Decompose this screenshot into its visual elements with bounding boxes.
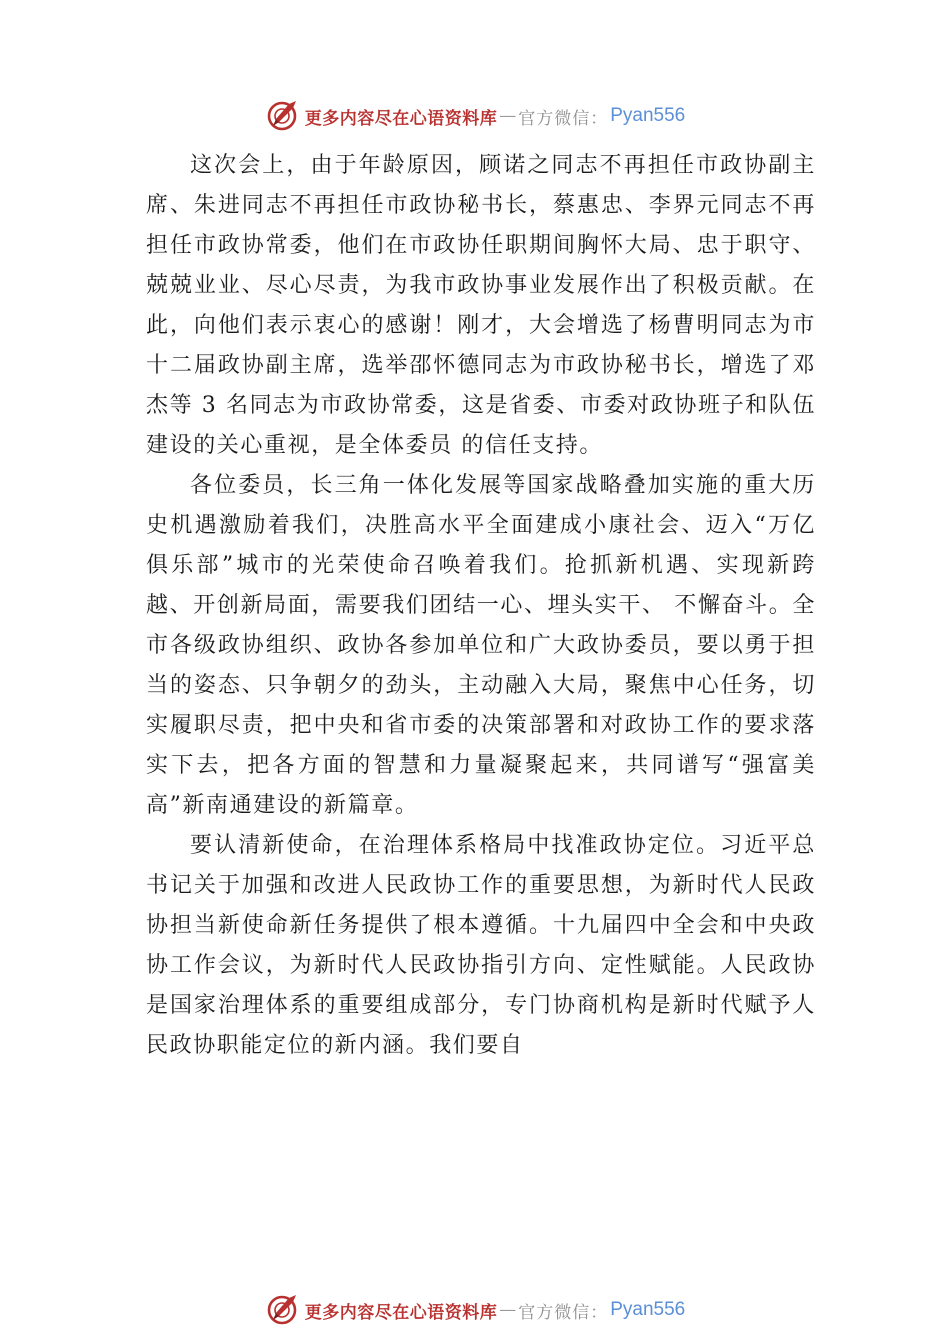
banner-dash: — [499, 1300, 517, 1320]
pen-nib-circle-icon [265, 1293, 299, 1327]
library-name: 更多内容尽在心语资料库 [304, 108, 498, 129]
paragraph: 要认清新使命，在治理体系格局中找准政协定位。习近平总书记关于加强和改进人民政协工作的重要思想，为新时代人民政协担当新使命新任务提供了根本遵循。十九届四中全会和中央政协工作会议，为新时代人民政协指引方向、定性赋能。人民政协是国家治理体系的重要组成部分，专门协商机构是新时代赋予人民政协职能定位的新内涵。我们要自 [146, 833, 816, 1058]
wechat-id: Pyan556 [610, 105, 686, 126]
official-wechat-label: 官方微信： [518, 108, 609, 129]
wechat-id: Pyan556 [610, 1299, 686, 1320]
official-wechat-label: 官方微信： [518, 1302, 609, 1323]
document-body [146, 146, 816, 1066]
banner-dash: — [499, 106, 517, 126]
header-banner [0, 94, 950, 138]
paragraph: 这次会上，由于年龄原因，顾诺之同志不再担任市政协副主席、朱进同志不再担任市政协秘书长，蔡惠忠、李界元同志不再担任市政协常委，他们在市政协任职期间胸怀大局、忠于职守、兢兢业业、尽心尽责，为我市政协事业发展作出了积极贡献。在此，向他们表示衷心的感谢！刚才，大会增选了杨曹明同志为市十二届政协副主席，选举邵怀德同志为市政协秘书长，增选了邓杰等 3 名同志为市政协常委，这是省委、市委对政协班子和队伍建设的关心重视，是全体委员 的信任支持。 [146, 153, 816, 458]
footer-banner [0, 1288, 950, 1332]
pen-nib-circle-icon [265, 99, 299, 133]
library-name: 更多内容尽在心语资料库 [304, 1302, 498, 1323]
paragraph: 各位委员，长三角一体化发展等国家战略叠加实施的重大历史机遇激励着我们，决胜高水平全面建成小康社会、迈入“万亿俱乐部”城市的光荣使命召唤着我们。抢抓新机遇、实现新跨越、开创新局面，需要我们团结一心、埋头实干、 不懈奋斗。全市各级政协组织、政协各参加单位和广大政协委员，要以勇于担当的姿态、只争朝夕的劲头，主动融入大局，聚焦中心任务，切实履职尽责，把中央和省市委的决策部署和对政协工作的要求落实下去，把各方面的智慧和力量凝聚起来，共同谱写“强富美高”新南通建设的新篇章。 [146, 473, 816, 818]
